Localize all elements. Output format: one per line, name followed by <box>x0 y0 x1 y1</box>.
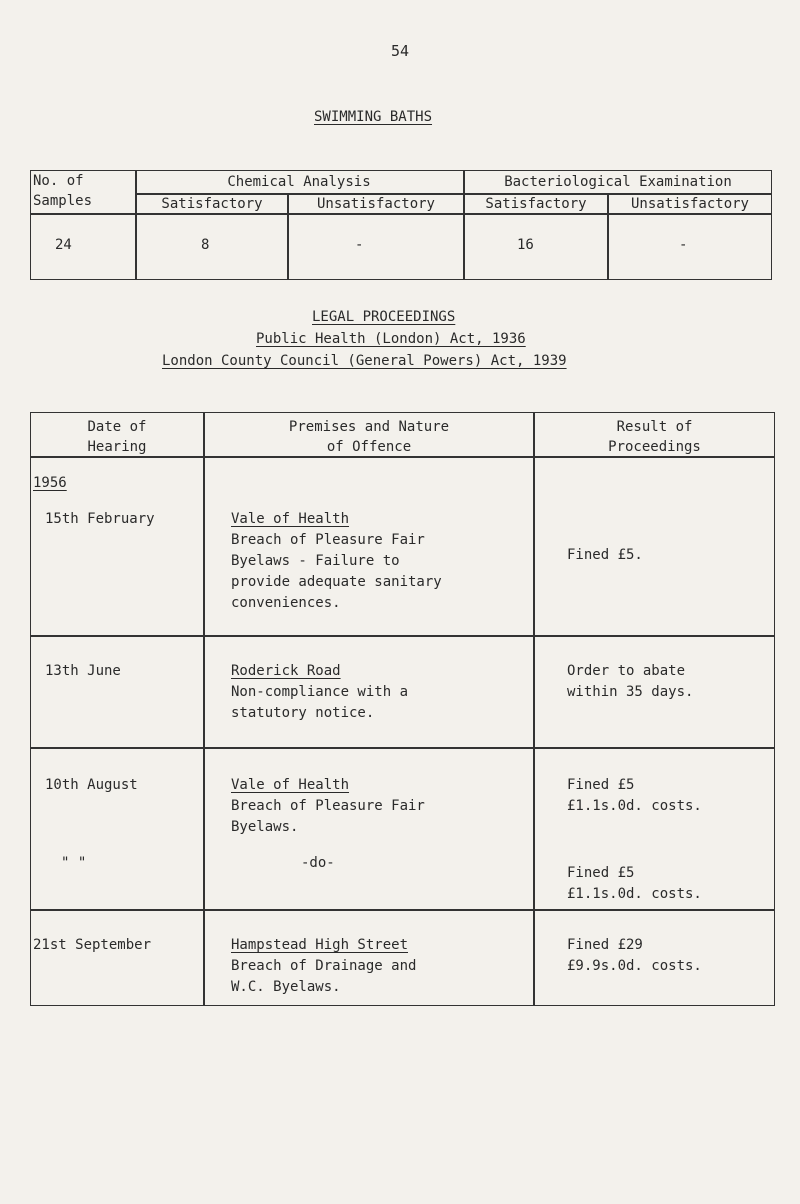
swimming-baths-title: SWIMMING BATHS <box>314 109 433 125</box>
header-chemical-analysis: Chemical Analysis <box>227 174 371 190</box>
proceedings-result: Fined £5 £1.1s.0d. costs. <box>567 777 702 814</box>
header-chemical-unsatisfactory: Unsatisfactory <box>316 196 435 212</box>
premises-ditto: -do- <box>301 855 335 871</box>
year-label: 1956 <box>33 475 67 491</box>
proceedings-result: Order to abate within 35 days. <box>567 663 694 700</box>
proceedings-result: Fined £29 £9.9s.0d. costs. <box>567 937 702 974</box>
offence-description: Breach of Pleasure Fair Byelaws. <box>231 798 425 835</box>
value-chemical-satisfactory: 8 <box>201 237 210 253</box>
proceedings-result: Fined £5. <box>567 547 643 563</box>
header-no-of-samples: No. of Samples <box>33 173 93 209</box>
legal-proceedings-table <box>30 412 775 1006</box>
proceedings-result: Fined £5 £1.1s.0d. costs. <box>567 865 702 902</box>
header-bacteriological-examination: Bacteriological Examination <box>504 174 732 190</box>
premises-name: Vale of Health <box>231 777 350 793</box>
premises-name: Roderick Road <box>231 663 341 679</box>
hearing-date: 13th June <box>45 663 121 679</box>
offence-description: Breach of Pleasure Fair Byelaws - Failure to provide adequate sanitary conveniences. <box>231 532 442 611</box>
act-heading-public-health: Public Health (London) Act, 1936 <box>256 331 526 347</box>
offence-description: Non-compliance with a statutory notice. <box>231 684 409 721</box>
premises-name: Vale of Health <box>231 511 350 527</box>
hearing-date: 21st September <box>33 937 152 953</box>
header-bacteriological-unsatisfactory: Unsatisfactory <box>630 196 749 212</box>
header-chemical-satisfactory: Satisfactory <box>161 196 263 212</box>
act-heading-lcc-general-powers: London County Council (General Powers) Act, 1939 <box>162 353 567 369</box>
hearing-date: 10th August <box>45 777 138 793</box>
hearing-date-ditto: " " <box>61 855 87 871</box>
page-number: 54 <box>390 42 410 60</box>
legal-proceedings-title: LEGAL PROCEEDINGS <box>312 309 456 325</box>
value-bacteriological-unsatisfactory: - <box>679 237 688 253</box>
header-bacteriological-satisfactory: Satisfactory <box>485 196 587 212</box>
offence-description: Breach of Drainage and W.C. Byelaws. <box>231 958 417 995</box>
header-premises-and-offence: Premises and Nature of Offence <box>288 419 450 455</box>
swimming-baths-table <box>30 170 772 280</box>
hearing-date: 15th February <box>45 511 155 527</box>
value-samples: 24 <box>55 237 72 253</box>
value-bacteriological-satisfactory: 16 <box>517 237 534 253</box>
premises-name: Hampstead High Street <box>231 937 409 953</box>
value-chemical-unsatisfactory: - <box>355 237 364 253</box>
header-result-of-proceedings: Result of Proceedings <box>608 419 701 455</box>
header-date-of-hearing: Date of Hearing <box>87 419 147 455</box>
